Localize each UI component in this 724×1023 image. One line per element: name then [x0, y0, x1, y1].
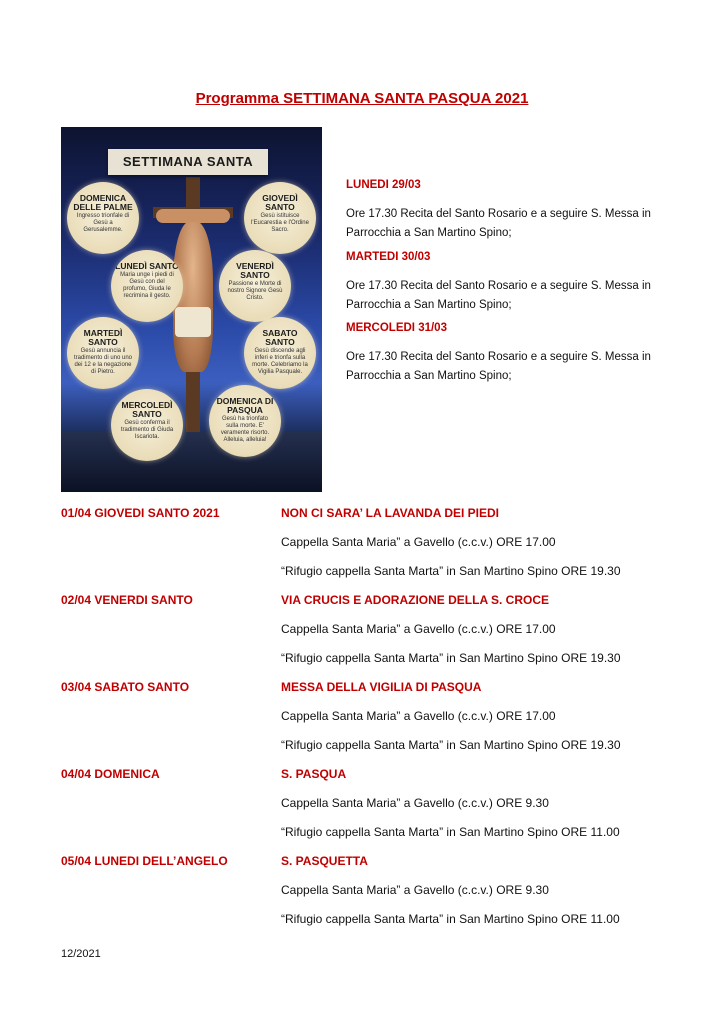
- schedule-line-text: “Rifugio cappella Santa Marta” in San Martino Spino ORE 11.00: [281, 825, 620, 839]
- poster-banner: SETTIMANA SANTA: [108, 149, 268, 175]
- bubble-text: Ingresso trionfale di Gesù a Gerusalemme.: [76, 213, 130, 233]
- footer-page-number: 12/2021: [61, 948, 101, 960]
- schedule-line: [61, 532, 701, 552]
- schedule-title: MESSA DELLA VIGILIA DI PASQUA: [281, 680, 482, 694]
- poster-bubble: [111, 250, 183, 322]
- bubble-text: Maria unge i piedi di Gesù con del profumo, Giuda le recrimina il gesto.: [120, 272, 174, 299]
- weekday-label: LUNEDI 29/03: [346, 179, 421, 191]
- bubble-text: Passione e Morte di nostro Signore Gesù Cristo.: [227, 281, 283, 301]
- schedule-line-text: “Rifugio cappella Santa Marta” in San Martino Spino ORE 11.00: [281, 912, 620, 926]
- schedule-date: 05/04 LUNEDI DELL’ANGELO: [61, 854, 228, 868]
- weekday-block: [346, 319, 666, 386]
- weekday-text: Ore 17.30 Recita del Santo Rosario e a seguire S. Messa in Parrocchia a San Martino Spino;: [346, 280, 651, 311]
- bubble-title: SABATO SANTO: [262, 328, 298, 347]
- bubble-title: VENERDÌ SANTO: [236, 261, 274, 280]
- schedule-line-text: Cappella Santa Maria” a Gavello (c.c.v.) ORE 17.00: [281, 709, 556, 723]
- schedule-line-text: Cappella Santa Maria” a Gavello (c.c.v.) ORE 17.00: [281, 535, 556, 549]
- poster-bubble: [244, 317, 316, 389]
- schedule-line: [61, 735, 701, 755]
- poster-ground: [61, 432, 322, 492]
- schedule-row: [61, 851, 701, 871]
- poster-bubble: [67, 182, 139, 254]
- schedule-date: 02/04 VENERDI SANTO: [61, 593, 193, 607]
- schedule-line: [61, 648, 701, 668]
- schedule-title: S. PASQUETTA: [281, 854, 368, 868]
- bubble-text: Gesù istituisce l'Eucarestia e l'Ordine Sacro.: [251, 213, 309, 233]
- schedule-row: [61, 590, 701, 610]
- poster-bubble: [111, 389, 183, 461]
- schedule-line: [61, 880, 701, 900]
- bubble-title: GIOVEDÌ SANTO: [262, 193, 298, 212]
- schedule-line-text: “Rifugio cappella Santa Marta” in San Martino Spino ORE 19.30: [281, 651, 621, 665]
- schedule-title: NON CI SARA’ LA LAVANDA DEI PIEDI: [281, 506, 500, 520]
- bubble-text: Gesù conferma il tradimento di Giuda Iscariota.: [120, 420, 174, 440]
- weekday-label: MERCOLEDI 31/03: [346, 322, 447, 334]
- poster-bubble: [244, 182, 316, 254]
- schedule-line: [61, 822, 701, 842]
- schedule-date: 03/04 SABATO SANTO: [61, 680, 190, 694]
- page-title: Programma SETTIMANA SANTA PASQUA 2021: [195, 90, 529, 107]
- crucifix-arms: [156, 209, 230, 223]
- bubble-title: DOMENICA DI PASQUA: [216, 396, 274, 415]
- schedule-line: [61, 561, 701, 581]
- schedule-line: [61, 706, 701, 726]
- schedule-line-text: Cappella Santa Maria” a Gavello (c.c.v.) ORE 9.30: [281, 883, 549, 897]
- weekday-block: [346, 248, 666, 315]
- schedule-row: [61, 677, 701, 697]
- bubble-text: Gesù annuncia il tradimento di uno uno dei 12 e la negazione di Pietro.: [73, 348, 133, 375]
- weekday-block: [346, 176, 666, 243]
- schedule-line: [61, 793, 701, 813]
- crucifix-cloth: [175, 307, 211, 337]
- weekday-label: MARTEDI 30/03: [346, 251, 431, 263]
- bubble-text: Gesù ha trionfato sulla morte. E' veramente risorto. Alleluia, alleluia!: [220, 416, 270, 443]
- schedule-row: [61, 764, 701, 784]
- schedule-date: 04/04 DOMENICA: [61, 767, 160, 781]
- schedule-date: 01/04 GIOVEDI SANTO 2021: [61, 506, 220, 520]
- schedule-row: [61, 503, 701, 523]
- settimana-santa-poster: [61, 127, 322, 492]
- schedule-line: [61, 909, 701, 929]
- schedule-title: S. PASQUA: [281, 767, 347, 781]
- schedule-title: VIA CRUCIS E ADORAZIONE DELLA S. CROCE: [281, 593, 550, 607]
- schedule-line-text: “Rifugio cappella Santa Marta” in San Martino Spino ORE 19.30: [281, 738, 621, 752]
- schedule-line-text: “Rifugio cappella Santa Marta” in San Martino Spino ORE 19.30: [281, 564, 621, 578]
- schedule-line-text: Cappella Santa Maria” a Gavello (c.c.v.) ORE 17.00: [281, 622, 556, 636]
- schedule-line-text: Cappella Santa Maria” a Gavello (c.c.v.) ORE 9.30: [281, 796, 549, 810]
- bubble-title: MARTEDÌ SANTO: [83, 328, 123, 347]
- bubble-text: Gesù discende agli inferi e trionfa sulla morte. Celebriamo la Vigilia Pasquale.: [252, 348, 308, 375]
- weekday-text: Ore 17.30 Recita del Santo Rosario e a seguire S. Messa in Parrocchia a San Martino Spino;: [346, 208, 651, 239]
- poster-bubble: [67, 317, 139, 389]
- weekday-text: Ore 17.30 Recita del Santo Rosario e a seguire S. Messa in Parrocchia a San Martino Spino;: [346, 351, 651, 382]
- bubble-title: MERCOLEDÌ SANTO: [121, 400, 173, 419]
- schedule-line: [61, 619, 701, 639]
- poster-bubble: [209, 385, 281, 457]
- bubble-title: LUNEDÌ SANTO: [115, 261, 179, 271]
- bubble-title: DOMENICA DELLE PALME: [73, 193, 133, 212]
- poster-bubble: [219, 250, 291, 322]
